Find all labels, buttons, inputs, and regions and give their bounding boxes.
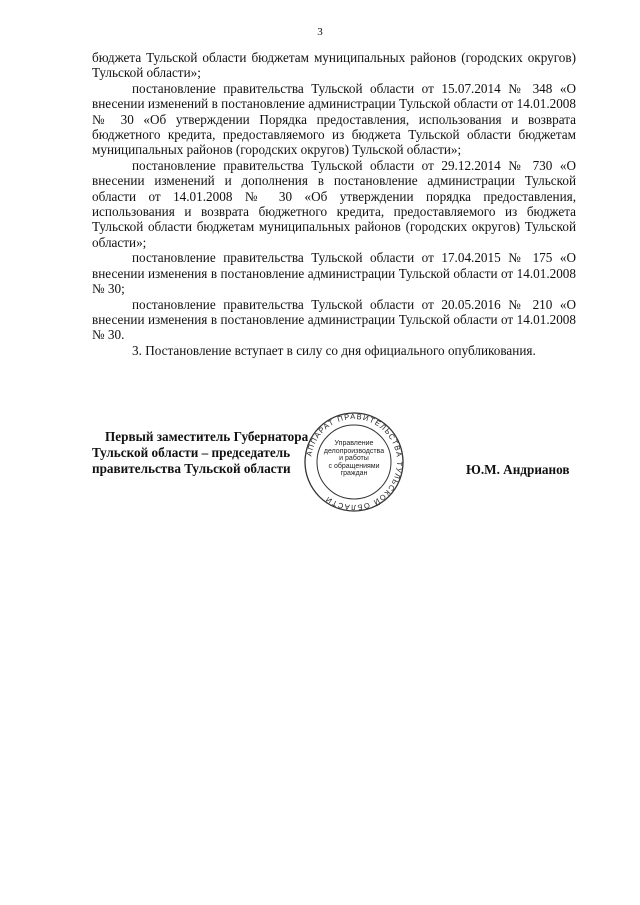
paragraph-continuation: бюджета Тульской области бюджетам муниципальных районов (городских округов) Тульской области»; bbox=[92, 50, 576, 81]
stamp-line: делопроизводства bbox=[323, 447, 385, 455]
position-line: Первый заместитель Губернатора bbox=[105, 429, 309, 444]
official-stamp bbox=[302, 410, 406, 514]
stamp-line: граждан bbox=[340, 470, 368, 478]
stamp-line: с обращениями bbox=[328, 462, 380, 470]
paragraph-resolution-348: постановление правительства Тульской области от 15.07.2014 № 348 «О внесении изменений в постановление администрации Тульской области от 14.01.2008 № 30 «Об утверждении Порядка предоставления, использования и возврата бюджетного кредита, предоставляемого из бюджета Тульской области бюджетам муниципальных районов (городских округов) Тульской области»; bbox=[92, 80, 576, 158]
stamp-ring-text: АППАРАТ ПРАВИТЕЛЬСТВА ТУЛЬСКОЙ ОБЛАСТИ bbox=[304, 411, 405, 513]
stamp-line: Управление bbox=[334, 440, 374, 447]
signatory-position bbox=[92, 429, 308, 477]
paragraph-resolution-730: постановление правительства Тульской области от 29.12.2014 № 730 «О внесении изменений и дополнения в постановление администрации Тульской области от 14.01.2008 № 30 «Об утверждении порядка предоставления, использования и возврата бюджетного кредита, предоставляемого из бюджета Тульской области бюджетам муниципальных районов (городских округов) Тульской области»; bbox=[92, 157, 576, 250]
document-body bbox=[92, 50, 576, 358]
paragraph-effective-date: 3. Постановление вступает в силу со дня официального опубликования. bbox=[132, 342, 536, 358]
stamp-inner-text bbox=[318, 440, 390, 478]
page-number: 3 bbox=[317, 26, 323, 38]
position-line: правительства Тульской области bbox=[92, 461, 291, 476]
paragraph-resolution-210: постановление правительства Тульской области от 20.05.2016 № 210 «О внесении изменения в постановление администрации Тульской области от 14.01.2008 № 30. bbox=[92, 296, 576, 343]
signatory-name: Ю.М. Андрианов bbox=[466, 462, 570, 477]
paragraph-resolution-175: постановление правительства Тульской области от 17.04.2015 № 175 «О внесении изменения в постановление администрации Тульской области от 14.01.2008 № 30; bbox=[92, 250, 576, 297]
position-line: Тульской области – председатель bbox=[92, 445, 291, 460]
stamp-line: и работы bbox=[339, 455, 369, 463]
